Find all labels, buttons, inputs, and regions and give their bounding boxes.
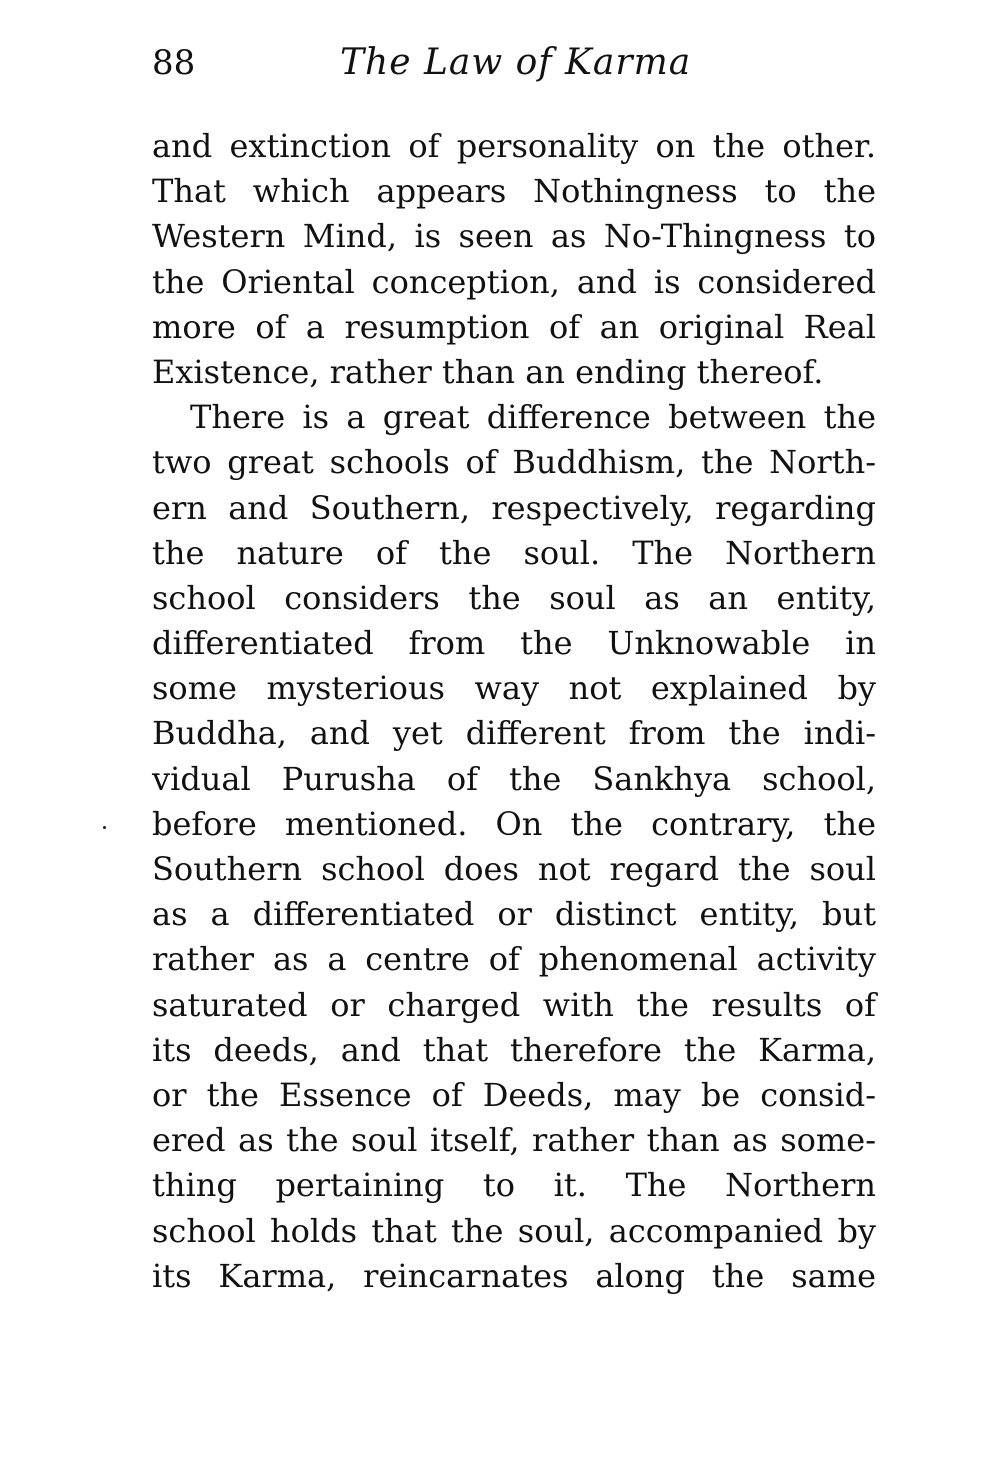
text-line: as a differentiated or distinct entity, but — [152, 895, 876, 934]
text-line: thing pertaining to it. The Northern — [152, 1166, 876, 1205]
text-line: differentiated from the Unknowable in — [152, 624, 876, 663]
text-line: school considers the soul as an entity, — [152, 578, 876, 617]
running-title: The Law of Karma — [340, 42, 692, 83]
text-line: ered as the soul itself, rather than as some- — [152, 1121, 876, 1160]
text-line: vidual Purusha of the Sankhya school, — [152, 759, 876, 798]
text-line: its deeds, and that therefore the Karma, — [152, 1030, 876, 1069]
text-line: Western Mind, is seen as No-Thingness to — [152, 217, 876, 256]
page-number: 88 — [152, 43, 196, 83]
page-header — [152, 38, 692, 88]
text-line: the nature of the soul. The Northern — [152, 533, 876, 572]
text-line: or the Essence of Deeds, may be consid- — [152, 1075, 876, 1114]
text-line: some mysterious way not explained by — [152, 669, 876, 708]
text-line: Buddha, and yet different from the indi- — [152, 714, 876, 753]
text-line: rather as a centre of phenomenal activity — [152, 940, 876, 979]
text-line: That which appears Nothingness to the — [152, 172, 876, 211]
text-line: its Karma, reincarnates along the same — [152, 1256, 876, 1295]
paragraph-start-line: There is a great difference between the — [190, 398, 876, 437]
print-speck — [103, 826, 106, 829]
text-line: school holds that the soul, accompanied by — [152, 1211, 876, 1250]
text-line: before mentioned. On the contrary, the — [152, 804, 876, 843]
text-line: two great schools of Buddhism, the North- — [152, 443, 876, 482]
text-line: the Oriental conception, and is considered — [152, 262, 876, 301]
text-line: Southern school does not regard the soul — [152, 850, 876, 888]
text-line: and extinction of personality on the other. — [152, 127, 876, 165]
text-line: ern and Southern, respectively, regarding — [152, 488, 876, 527]
text-line: more of a resumption of an original Real — [152, 307, 876, 346]
body-text — [152, 124, 876, 1299]
text-line: saturated or charged with the results of — [152, 985, 876, 1024]
text-line: Existence, rather than an ending thereof. — [152, 352, 824, 391]
